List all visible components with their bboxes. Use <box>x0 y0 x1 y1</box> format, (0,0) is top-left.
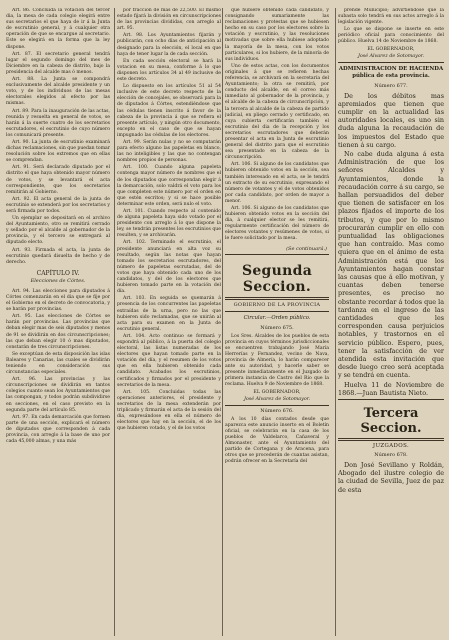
notice-paragraph: Lo que se dispone se inserte en este periódico oficial para conocimiento del público. Huelva 14 de Noviembre de 1868. <box>338 27 444 45</box>
circular-heading: Circular.—Orden público. <box>243 314 311 321</box>
notice-number: Número 678. <box>374 452 408 459</box>
article-paragraph: Art. 94. Las elecciones para diputados á Córtes comenzarán en el dia que se fije por el Gobierno en el decreto de convocatoria, y se harán por provincias. <box>6 288 110 313</box>
article-paragraph: Art. 106. Si alguno de los candidatos que hubieren obtenido votos en la sección del dia, á cualquier elector se les remitirá, regularmente certificación del número de electores votantes y resúmenes de votos, si le fuere solicitado por la mesa. <box>225 206 329 242</box>
signature-name: José Alvarez de Sotomayor. <box>357 53 425 59</box>
continued-note: (Se continuará.) <box>286 245 327 252</box>
article-paragraph: Art. 91. Será declarado diputado por el distrito el que haya obtenido mayor número de votos, y se levantará el acta correspondiente, que los secretarios remitirán al Gobierno. <box>6 165 110 195</box>
article-paragraph: Art. 90. La junta de escrutinio examinará dichas reclamaciones, sin que puedan tomar resolución sobre los extremos que en ellas se comprendan. <box>6 139 110 164</box>
column-divider <box>335 8 336 636</box>
article-paragraph: por fracción de mas de 22,500. El mismo estado fijará la división en circunscripciones de las provincias divididas, con arreglo al art. 95. <box>117 8 221 32</box>
section-rule <box>225 254 329 255</box>
section-rule <box>225 311 329 312</box>
signature-title: EL GOBERNADOR, <box>367 46 415 52</box>
notice-number: Número 677. <box>374 82 408 89</box>
article-paragraph: Art. 89. Para la inauguración de las actas, reunida y resuelta en general de votos, se harán á la suerte cuatro de los secretarios escrutadores, el escrutinio de cuyo número los comunicará presente. <box>6 108 110 138</box>
notice-paragraph: Los Sres. Alcaldes de los pueblos de esta provincia en cuyos términos jurisdiccionales se encuentren trabajando José María Herrerías y Fernandez, vecino de Nava, provincia de Almería, lo harán comparecer ante su autoridad, y hacerle saber se presente inmediatamente en el Juzgado de primera instancia de Castro del Rio que la reclama. Huelva 9 de Noviembre de 1868. <box>225 333 329 388</box>
notice-paragraph: prende Municipio; advirtiéndose que la subasta solo tendrá en sus actos arreglo á la legislación vigente. <box>338 8 444 26</box>
notice-number: Número 675. <box>260 324 294 331</box>
article-paragraph: Art. 106. Si alguno de los candidatos que hubieren obtenido votos en la sección, sea también interesado en el acta, se le tendrá un extracto de su escrutinio, expresando el número de votantes y el de votos obtenidos por cada candidato, por orden de mayor a menor. <box>225 162 329 204</box>
government-heading: GOBIERNO DE LA PROVINCIA <box>233 301 321 308</box>
section-rule <box>225 297 329 300</box>
section-title: Segunda Seccion. <box>241 262 313 295</box>
notice-paragraph: A los 10 días contados desde que aparezca este anuncio inserto en el Boletín oficial, se celebrarán en la casa de los pueblos de Valdelarco, Cañaveral y Almonaster, ante el Ayuntamiento del partido de Cortegana y de Aracena, para otros que se procederán de cuantas asistan, podrán ofrecer en la Secretaría del <box>225 416 329 465</box>
column-1 <box>6 8 110 636</box>
article-paragraph: Art. 95. Las elecciones de Córtes se harán por provincias. Las provincias que deban elegir mas de seis diputados y menos de 91 se dividirán en dos circunscripciones; las que deban elegir 10 ó mas diputados, constarán de tres circunscripciones. <box>6 314 110 350</box>
notice-paragraph: Don José Sevillano y Roldán, Abogado del ilustre colegio de la ciudad de Sevilla, Juez de paz de esta <box>338 461 444 494</box>
article-paragraph: Un ejemplar se depositará en el archivo del Ayuntamiento, otro se remitirá cerrado y sellado por el alcalde al gobernador de la provincia, y el tercero se entregará al diputado electo. <box>6 216 110 246</box>
section-rule <box>338 399 444 400</box>
article-paragraph: Uno de estos actas, con los documentos originales á que se refieren hechas referencia, se archivará en la secretaría del Ayuntamiento; la otra se remitirá, por conducto del alcalde, en el correo más inmediato al gobernador de la provincia, y el alcalde de la cabeza de circunscripción, y la tercera al alcalde de la cabeza de partido judicial, en pliego cerrado y certificado, en cuya cubierta certificarán también el escrutinio del dia de la recepción y los secretarios escrutadores que deberán presentar el acta en la Junta de escrutinio general del distrito para que el escrutinio sea presentado en la cabeza de la circunscripción. <box>225 63 329 161</box>
signature-title: EL GOBERNADOR, <box>253 389 301 395</box>
column-divider <box>114 8 115 636</box>
article-paragraph: Art. 102. Terminado el escrutinio, el presidente anunciará en alta voz su resultado, según las notas que hayan tomado los secretarios escrutadores, del número de papeletas escrutadas, del de votos que haya obtenido cada uno de los candidatos, y del de los electores que hubieren tomado parte en la votación del día. <box>117 240 221 295</box>
article-paragraph: Art. 92. El acta general de la junta de escrutinio se extenderá por los secretarios y será firmada por todos. <box>6 196 110 214</box>
article-paragraph: que hubiere obtenido cada candidato, y consignando sumariamente las reclamaciones y protestas que se hubiesen hecho en su caso por los electores sobre la votación y escrutinio, y las resoluciones motivadas que sobre ella hubiese adoptado la mayoría de la mesa, con los votos particulares, si los hubiere, de la minoría de sus individuos. <box>225 8 329 62</box>
article-paragraph: Art. 88. La Junta se compondrá exclusivamente del alcalde presidente y un voto, y de los individuos de las mesas electorales elegidos al efecto por las mismas. <box>6 77 110 107</box>
administration-heading: ADMINISTRACION DE HACIENDA pública de esta provincia. <box>338 65 444 79</box>
article-paragraph: Art. 99. Serán nulas y no se computarán para efecto alguno las papeletas en blanco, las no inteligibles y las que no contengan nombres propios de personas. <box>117 139 221 164</box>
column-2 <box>117 8 221 636</box>
column-4 <box>338 8 444 636</box>
section-rule <box>338 62 444 63</box>
article-paragraph: Art. 101. Cuando respecto al contenido de alguna papeleta haya sido votado por el presidente con arreglo á lo que dispone la ley, se tendrán presentes los escrutinios que resulten, y se archivarán. <box>117 209 221 239</box>
article-paragraph: En cada sección electoral se hará la votacion en su mesa, conforme á lo que disponen los artículos 34 al 49 inclusive de este decreto. <box>117 58 221 83</box>
section-title: Tercera Seccion. <box>360 406 422 437</box>
column-3 <box>225 8 329 636</box>
courts-heading: JUZGADOS. <box>372 443 410 450</box>
section-rule <box>225 405 329 406</box>
article-paragraph: Se exceptúan de esta disposición las islas Baleares y Canarias, las cuales se dividirán teniendo en consideración sus circunstancias especiales. <box>6 351 110 376</box>
chapter-subheading: Elecciones de Córtes. <box>30 277 86 284</box>
article-paragraph: Art. 100. Cuando alguna papeleta contenga mayor número de nombres que el de los diputados que correspondan elegir á la demarcación, solo valdrá el voto para los que completen este número por el orden en que estén escritos; y si se hace posible determinar este orden, será nulo el voto. <box>117 165 221 207</box>
notice-paragraph: De los débitos mas apremiados que tienen que cumplir en la actualidad las autoridades locales, es uno sin duda alguna la recaudación de los impuestos del Estado que tienen á su cargo. <box>338 91 444 149</box>
notice-paragraph: Huelva 11 de Noviembre de 1868.—Juan Bautista Nieto. <box>338 380 444 397</box>
article-paragraph: Art. 86. Concluida la votacion del tercer dia, la mesa de cada colegio elegirá entre sus secretarios el que haya de ir á la Junta de escrutinio general, y á cualquier otra operación de que se encargue al secretario. Este se elegirá en la forma que la ley dispone. <box>6 8 110 50</box>
notice-number: Número 676. <box>260 407 294 414</box>
article-paragraph: Art. 103. En seguida se quemarán á presencia de los concurrentes las papeletas extraídas de la urna, pero no las que hubieren sido reclamadas, que se unirán al acta para su examen en la Junta de escrutinio general. <box>117 296 221 332</box>
chapter-heading: CAPÍTULO IV. <box>36 269 80 277</box>
notice-paragraph: No cabe duda alguna á esta Administración de que los señores Alcaldes y Ayuntamientos, donde la recaudación corre á su cargo, se hallan persuadidos del deber que tienen de satisfacer en los plazos fijados el importe de los tributos, y que por lo mismo procurarán cumplir en ello con puntualidad las obligaciones que han contraído. Mas como quiera que en el ánimo de esta Administración está que los Ayuntamientos hagan constar las causas que á ello motivan, y cuantas deben tenerse presentes, es preciso no obstante recordar á todos que la tardanza en el ingreso de las cantidades que les corresponden causa perjuicios notables, y trastornos en el servicio público. Espero, pues, tener la satisfacción de ver atendida esta invitación que desde luego creo será aceptada y se tendrá en cuenta. <box>338 149 444 380</box>
article-paragraph: Art. 105. Concluidas todas las operaciones anteriores, el presidente y secretarios de la mesa extenderán por triplicado y firmarán el acta de la sesión del dia, expresándose en ella el número de electores que hay en la sección, el de los que hubieren votado, y el de los votos <box>117 389 221 432</box>
signature-name: José Alvarez de Sotomayor. <box>243 396 311 402</box>
article-paragraph: Art. 96. Las provincias y las circunscripciones se dividirán en tantos colegios cuanto sean los Ayuntamientos que las compongan, y todos podrán subdividirse en secciones, en el caso previsto en la segunda parte del artículo 85. <box>6 377 110 413</box>
article-paragraph: Art. 93. Firmada el acta, la junta de escrutinio quedará disuelta de hecho y de derecho. <box>6 247 110 265</box>
column-divider <box>222 8 223 636</box>
article-paragraph: Art. 98. Los Ayuntamientos fijarán y publicarán, con ocho días de anticipación al designado para la elección, el local en que haya de tener lugar la de cada sección. <box>117 33 221 57</box>
article-paragraph: Art. 97. En cada demarcación que formen parte de una sección, explicará el número de diputados que corresponden á cada provincia, con arreglo á la base de uno por cada 45,000 almas, y una más <box>6 414 110 445</box>
article-paragraph: Art. 104. Acto continuo se formará y expondrá al público, á la puerta del colegio electoral, las listas numeradas de los electores que hayan tomado parte en la votación del día, y el resumen de los votos que en ella hubieren obtenido cada candidato. Acabados los escrutinios, certificados y firmados por el presidente y secretarios de la mesa. <box>117 333 221 388</box>
article-paragraph: Lo dispuesto en los artículos 51 al 54 inclusive de este decreto respecto de la elección de concejales, se observará para la de diputados á Córtes, estendiéndose que las cédulas tienen inscrito á favor de la cabeza de la provincia á que se refiera el presente artículo, y ningún otro documento, excepto en el caso de que se hayan impugnado las cédulas de los electores. <box>117 84 221 138</box>
article-paragraph: Art. 87. El secretario general tendrá lugar el segundo domingo del mes de Diciembre en la cabeza de distrito, bajo la presidencia del alcalde mas ó menos. <box>6 51 110 75</box>
section-rule <box>338 438 444 441</box>
